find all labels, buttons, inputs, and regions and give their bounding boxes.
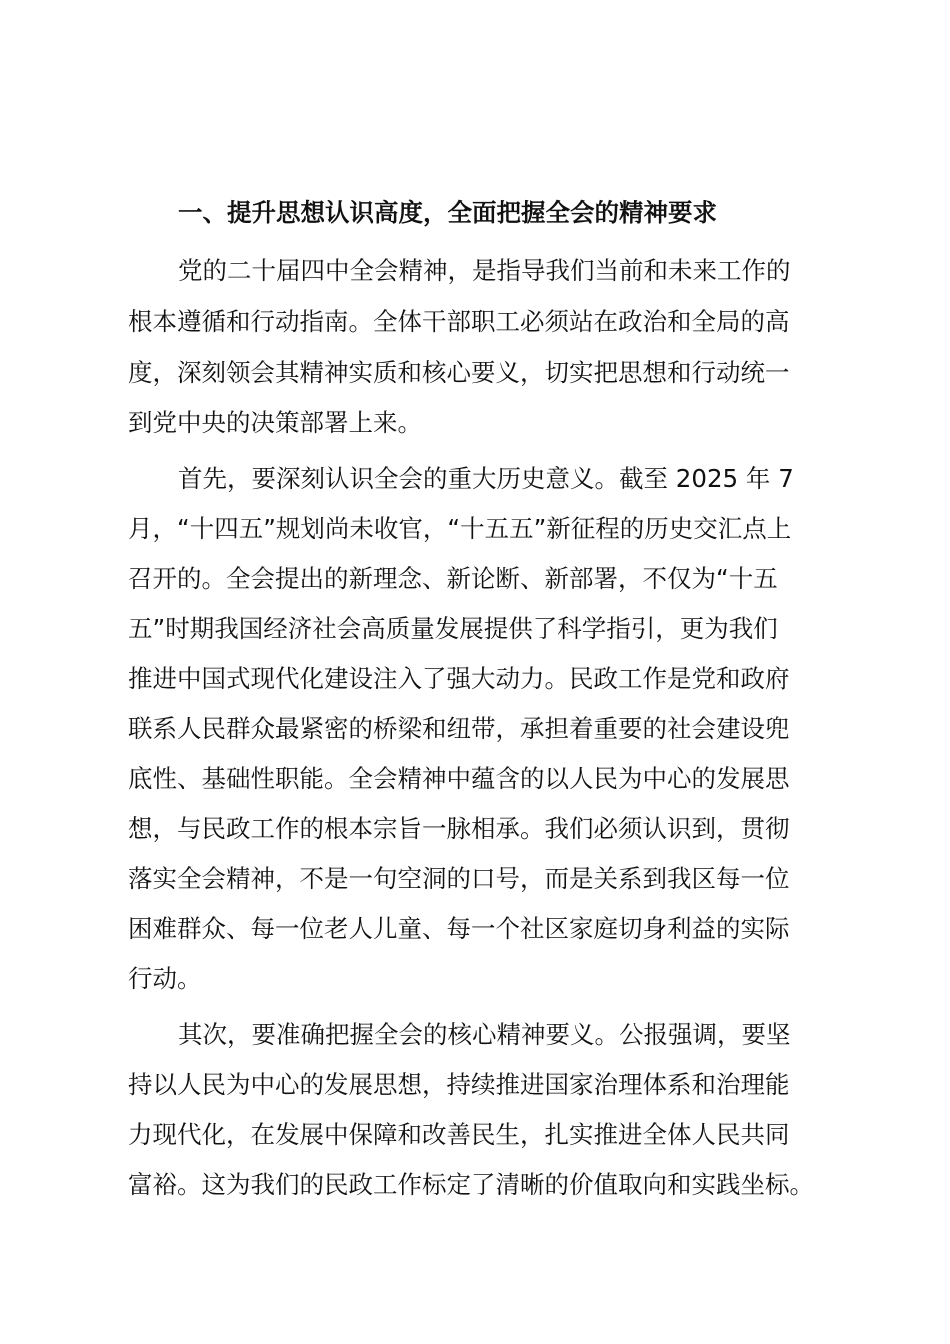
section-title: 一、提升思想认识高度，全面把握全会的精神要求	[178, 198, 717, 227]
paragraph-line: 联系人民群众最紧密的桥梁和纽带，承担着重要的社会建设兜	[128, 714, 790, 743]
paragraph-line: 行动。	[128, 964, 202, 993]
paragraph-line: 推进中国式现代化建设注入了强大动力。民政工作是党和政府	[128, 664, 790, 693]
paragraph-line: 党的二十届四中全会精神，是指导我们当前和未来工作的	[178, 256, 791, 285]
paragraph-line: 想，与民政工作的根本宗旨一脉相承。我们必须认识到，贯彻	[128, 814, 790, 843]
paragraph-line: 根本遵循和行动指南。全体干部职工必须站在政治和全局的高	[128, 307, 790, 336]
paragraph-line: 月，“十四五”规划尚未收官，“十五五”新征程的历史交汇点上	[128, 514, 792, 543]
paragraph-line: 持以人民为中心的发展思想，持续推进国家治理体系和治理能	[128, 1070, 790, 1099]
paragraph-line: 到党中央的决策部署上来。	[128, 408, 422, 437]
paragraph-line: 富裕。这为我们的民政工作标定了清晰的价值取向和实践坐标。	[128, 1170, 814, 1199]
paragraph-line: 五”时期我国经济社会高质量发展提供了科学指引，更为我们	[128, 614, 778, 643]
paragraph-line: 力现代化，在发展中保障和改善民生，扎实推进全体人民共同	[128, 1120, 790, 1149]
paragraph-line: 首先，要深刻认识全会的重大历史意义。截至 2025 年 7	[178, 464, 794, 493]
paragraph-line: 困难群众、每一位老人儿童、每一个社区家庭切身利益的实际	[128, 914, 790, 943]
paragraph-line: 召开的。全会提出的新理念、新论断、新部署，不仅为“十五	[128, 564, 778, 593]
paragraph-line: 落实全会精神，不是一句空洞的口号，而是关系到我区每一位	[128, 864, 790, 893]
paragraph-line: 底性、基础性职能。全会精神中蕴含的以人民为中心的发展思	[128, 764, 790, 793]
paragraph-line: 其次，要准确把握全会的核心精神要义。公报强调，要坚	[178, 1020, 791, 1049]
paragraph-line: 度，深刻领会其精神实质和核心要义，切实把思想和行动统一	[128, 358, 790, 387]
